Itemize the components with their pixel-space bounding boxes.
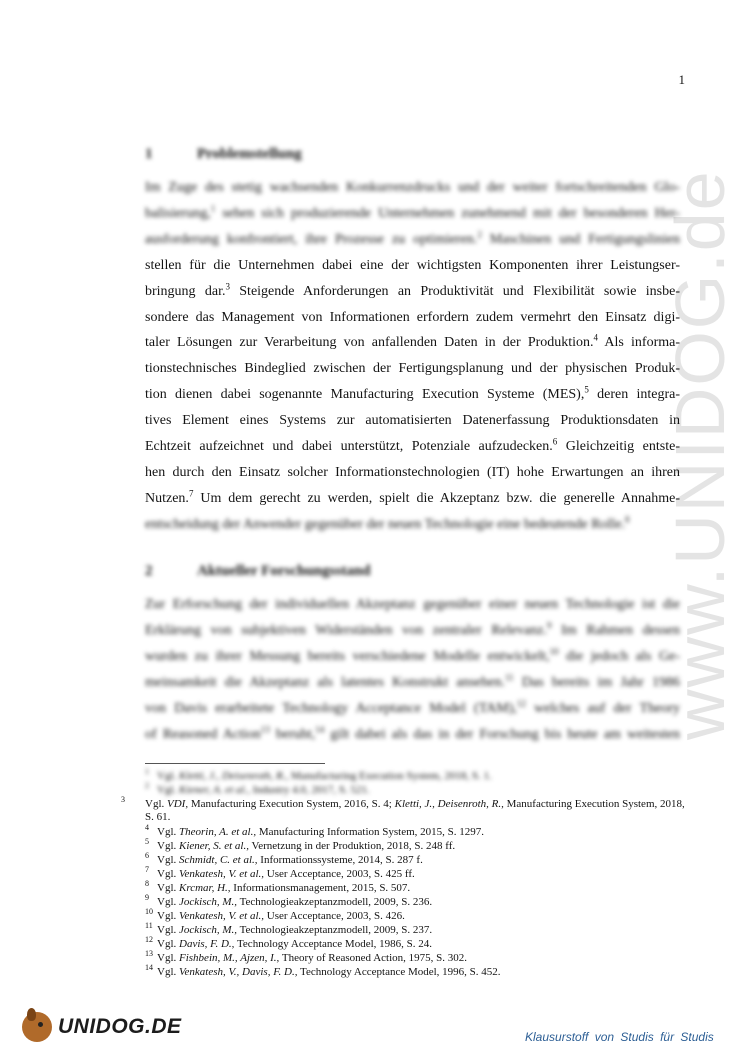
text-line xyxy=(145,597,680,613)
footnote-text: Manufacturing Execution System, 2018, S. 1. xyxy=(288,770,492,782)
footnote-ref: 3 xyxy=(225,280,230,291)
footnote: 5 Vgl. Kiener, S. et al., Vernetzung in der Produktion, 2018, S. 248 ff. xyxy=(145,837,456,852)
footnote-ref: 14 xyxy=(315,724,325,735)
footnote-ref: 10 xyxy=(549,646,559,657)
text-segment: sehen sich produzierende Unternehmen zunehmend mit der besonderen Her- xyxy=(215,205,680,221)
footnote: 3 Vgl. VDI, Manufacturing Execution System, 2016, S. 4; Kletti, J., Deisenroth, R., Manufacturing Execution System, 2018, S. 61. xyxy=(121,795,685,823)
footnote-text: Manufacturing Execution System, 2018, S. 61. xyxy=(145,798,685,823)
footnote: 6 Vgl. Schmidt, C. et al., Informationssysteme, 2014, S. 287 f. xyxy=(145,851,423,866)
footnote-ref: 1 xyxy=(210,203,216,214)
footnote-text: Industry 4.0, 2017, S. 521. xyxy=(249,784,370,796)
footnote-text: Vgl. xyxy=(157,784,179,796)
footnote-text: Vgl. xyxy=(157,924,179,936)
text-segment: stellen für die Unternehmen dabei eine der wichtigsten Komponenten ihrer Leistungser- xyxy=(145,257,680,273)
footnote-text: Technologieakzeptanzmodell, 2009, S. 236. xyxy=(237,896,433,908)
text-line xyxy=(145,280,680,300)
footnote-text: Manufacturing Information System, 2015, S. 1297. xyxy=(256,826,485,838)
dog-icon xyxy=(22,1012,52,1042)
text-line xyxy=(145,258,680,274)
text-segment: taler Lösungen zur Verarbeitung von anfallenden Daten in der Produktion. xyxy=(145,335,594,351)
text-segment: tion dienen dabei sogenannte Manufacturing Execution Systeme (MES), xyxy=(145,387,585,403)
footnote-text: Vgl. xyxy=(157,770,179,782)
footnote-text: Vgl. xyxy=(157,882,179,894)
text-line xyxy=(145,384,680,403)
footnote-text: Vgl. xyxy=(157,826,179,838)
section-heading-2 xyxy=(145,563,645,580)
footnote-ref: 13 xyxy=(260,724,270,735)
text-segment: meinsamkeit die Akzeptanz als latentes Konstrukt ansehen. xyxy=(145,675,505,690)
footnote-ref: 8 xyxy=(625,514,630,525)
footnote-text: Schmidt, C. et al., xyxy=(179,854,258,866)
footnote-text: User Acceptance, 2003, S. 425 ff. xyxy=(264,868,415,880)
footnote-text: Technologieakzeptanzmodell, 2009, S. 237. xyxy=(237,924,433,936)
footnote-text: VDI, xyxy=(167,798,189,810)
footnote-text: Venkatesh, V., Davis, F. D., xyxy=(179,966,298,978)
section-number: 1 xyxy=(145,146,153,162)
footnote-text: Vgl. xyxy=(157,840,179,852)
footnote-text: Kletti, J., Deisenroth, R., xyxy=(179,770,289,782)
logo-text: UNIDOG.DE xyxy=(58,1015,182,1038)
text-line xyxy=(145,413,680,429)
text-line xyxy=(145,514,680,533)
footnote-text: User Acceptance, 2003, S. 426. xyxy=(264,910,405,922)
text-segment: ausforderung konfrontiert, ihre Prozesse zu optimieren. xyxy=(145,231,478,247)
text-segment: Maschinen und Fertigungslinien xyxy=(481,231,680,247)
section-number: 2 xyxy=(145,563,153,579)
text-segment: Steigende Anforderungen an Produktivität und Flexibilität sowie insbe- xyxy=(229,283,680,299)
footnote: 9 Vgl. Jockisch, M., Technologieakzeptanzmodell, 2009, S. 236. xyxy=(145,893,433,908)
text-line xyxy=(145,332,680,351)
footer-slogan: Klausurstoff von Studis für Studis xyxy=(525,1030,714,1044)
text-segment: tionstechnisches Bindeglied zwischen der Fertigungsplanung und der physischen Produk- xyxy=(145,361,680,377)
text-segment: von Davis erarbeitete Technology Acceptance Model (TAM), xyxy=(145,701,517,716)
watermark: www.UNIDOG.de xyxy=(661,169,739,740)
text-line xyxy=(145,310,680,326)
text-segment: Im Zuge des stetig wachsenden Konkurrenzdrucks und der weiter fortschreitenden Glo- xyxy=(145,180,680,195)
footnote-text: Technology Acceptance Model, 1996, S. 452. xyxy=(297,966,501,978)
text-line xyxy=(145,646,680,665)
footnote-text: Venkatesh, V. et al., xyxy=(179,910,265,922)
text-line xyxy=(145,698,680,717)
text-segment: hen durch den Einsatz solcher Informationstechnologien (IT) hohe Erwartungen an ihren xyxy=(145,464,680,480)
footnote-divider xyxy=(145,763,325,764)
section-heading-1 xyxy=(145,146,645,163)
text-segment: bringung dar. xyxy=(145,283,226,299)
unidog-logo[interactable] xyxy=(22,1012,182,1042)
footnote: 12 Vgl. Davis, F. D., Technology Acceptance Model, 1986, S. 24. xyxy=(145,935,433,950)
text-segment: tives Element eines Systems zur automatisierten Datenerfassung Produktionsdaten in xyxy=(145,413,680,429)
footnote-ref: 4 xyxy=(593,332,599,343)
footnote-ref: 6 xyxy=(552,436,558,447)
text-segment: Nutzen. xyxy=(145,490,189,506)
footnote-text: Vgl. xyxy=(145,798,167,810)
text-segment: deren integra- xyxy=(588,387,680,403)
footnote: 1 Vgl. Kletti, J., Deisenroth, R., Manufacturing Execution System, 2018, S. 1. xyxy=(145,767,492,782)
footnote-text: Kiener, A. et al., xyxy=(179,784,250,796)
footnote: 11 Vgl. Jockisch, M., Technologieakzeptanzmodell, 2009, S. 237. xyxy=(145,921,433,936)
footnote-text: Informationsmanagement, 2015, S. 507. xyxy=(230,882,411,894)
footnote-text: Vgl. xyxy=(157,854,179,866)
text-line xyxy=(145,724,680,743)
footnote-text: Vgl. xyxy=(157,938,179,950)
footnote-text: Vgl. xyxy=(157,910,179,922)
text-line xyxy=(145,465,680,481)
text-segment: Als informa- xyxy=(598,335,680,351)
section-title: Problemstellung xyxy=(197,146,302,162)
footnote-text: Kiener, S. et al., xyxy=(179,840,249,852)
text-line xyxy=(145,229,680,248)
text-segment: Echtzeit aufzeichnet und dabei unterstützt, Potenziale aufzudecken. xyxy=(145,439,553,454)
footnote-text: Technology Acceptance Model, 1986, S. 24. xyxy=(234,938,433,950)
text-segment: Im Rahmen dessen xyxy=(551,623,681,638)
footnote: 4 Vgl. Theorin, A. et al., Manufacturing Information System, 2015, S. 1297. xyxy=(145,823,485,838)
footnote-text: Vgl. xyxy=(157,966,179,978)
text-line xyxy=(145,672,681,691)
text-segment: Das bereits im Jahr 1986 xyxy=(513,675,681,690)
page-number: 1 xyxy=(678,72,685,87)
footnote-text: Kletti, J., Deisenroth, R., xyxy=(394,798,504,810)
footnote: 7 Vgl. Venkatesh, V. et al., User Acceptance, 2003, S. 425 ff. xyxy=(145,865,415,880)
text-segment: Zur Erforschung der individuellen Akzeptanz gegenüber einer neuen Technologie ist die xyxy=(145,597,680,612)
footnote: 2 Vgl. Kiener, A. et al., Industry 4.0, 2017, S. 521. xyxy=(145,781,370,796)
footnote-text: Vernetzung in der Produktion, 2018, S. 248 ff. xyxy=(248,840,456,852)
text-line xyxy=(145,436,680,455)
footnote: 13 Vgl. Fishbein, M., Ajzen, I., Theory of Reasoned Action, 1975, S. 302. xyxy=(145,949,468,964)
text-segment: Gleichzeitig entste- xyxy=(557,439,680,454)
text-segment: beruht, xyxy=(269,727,316,742)
footnote-text: Venkatesh, V. et al., xyxy=(179,868,265,880)
footnote-text: Davis, F. D., xyxy=(179,938,235,950)
footnote-ref: 11 xyxy=(505,672,514,683)
text-segment: Erklärung von subjektiven Widerständen von zentraler Relevanz. xyxy=(145,623,547,638)
footnote-text: Vgl. xyxy=(157,952,179,964)
section-title: Aktueller Forschungsstand xyxy=(197,563,371,579)
text-segment: wurden zu ihrer Messung bereits verschiedene Modelle entwickelt, xyxy=(145,649,550,664)
footnote-text: Informationssysteme, 2014, S. 287 f. xyxy=(257,854,423,866)
footnote-text: Jockisch, M., xyxy=(179,896,238,908)
text-line xyxy=(145,361,680,377)
text-line xyxy=(145,203,680,222)
footnote-ref: 9 xyxy=(546,620,552,631)
text-segment: balisierung, xyxy=(145,205,211,221)
footnote-ref: 2 xyxy=(477,229,482,240)
footnote: 14 Vgl. Venkatesh, V., Davis, F. D., Technology Acceptance Model, 1996, S. 452. xyxy=(145,963,501,978)
footnote-ref: 7 xyxy=(188,488,194,499)
footnote-ref: 12 xyxy=(516,698,526,709)
footnote: 8 Vgl. Krcmar, H., Informationsmanagement, 2015, S. 507. xyxy=(145,879,411,894)
text-segment: entscheidung der Anwender gegenüber der neuen Technologie eine bedeutende Rolle. xyxy=(145,516,626,532)
text-segment: sondere das Management von Informationen erfordern zudem vermehrt den Einsatz digi- xyxy=(145,309,680,325)
footnote-text: Krcmar, H., xyxy=(179,882,231,894)
footnote-text: Vgl. xyxy=(157,896,179,908)
text-segment: gilt dabei als das in der Forschung bis heute am weitesten xyxy=(324,727,680,742)
footnote-ref: 5 xyxy=(584,384,589,395)
text-line xyxy=(145,488,680,507)
footnote: 10 Vgl. Venkatesh, V. et al., User Acceptance, 2003, S. 426. xyxy=(145,907,405,922)
footnote-text: Fishbein, M., Ajzen, I., xyxy=(179,952,280,964)
text-line xyxy=(145,620,681,639)
text-segment: welches auf der Theory xyxy=(525,701,680,716)
footnote-text: Theorin, A. et al., xyxy=(179,826,257,838)
footnote-text: Manufacturing Execution System, 2016, S. 4; xyxy=(188,798,395,810)
text-segment: Um dem gerecht zu werden, spielt die Akzeptanz bzw. die generelle Annahme- xyxy=(193,490,680,506)
text-line xyxy=(145,180,680,196)
text-segment: of Reasoned Action xyxy=(145,727,261,742)
footnote-text: Theory of Reasoned Action, 1975, S. 302. xyxy=(279,952,468,964)
text-segment: die jedoch als Ge- xyxy=(558,649,680,664)
footnote-text: Vgl. xyxy=(157,868,179,880)
footnote-text: Jockisch, M., xyxy=(179,924,238,936)
